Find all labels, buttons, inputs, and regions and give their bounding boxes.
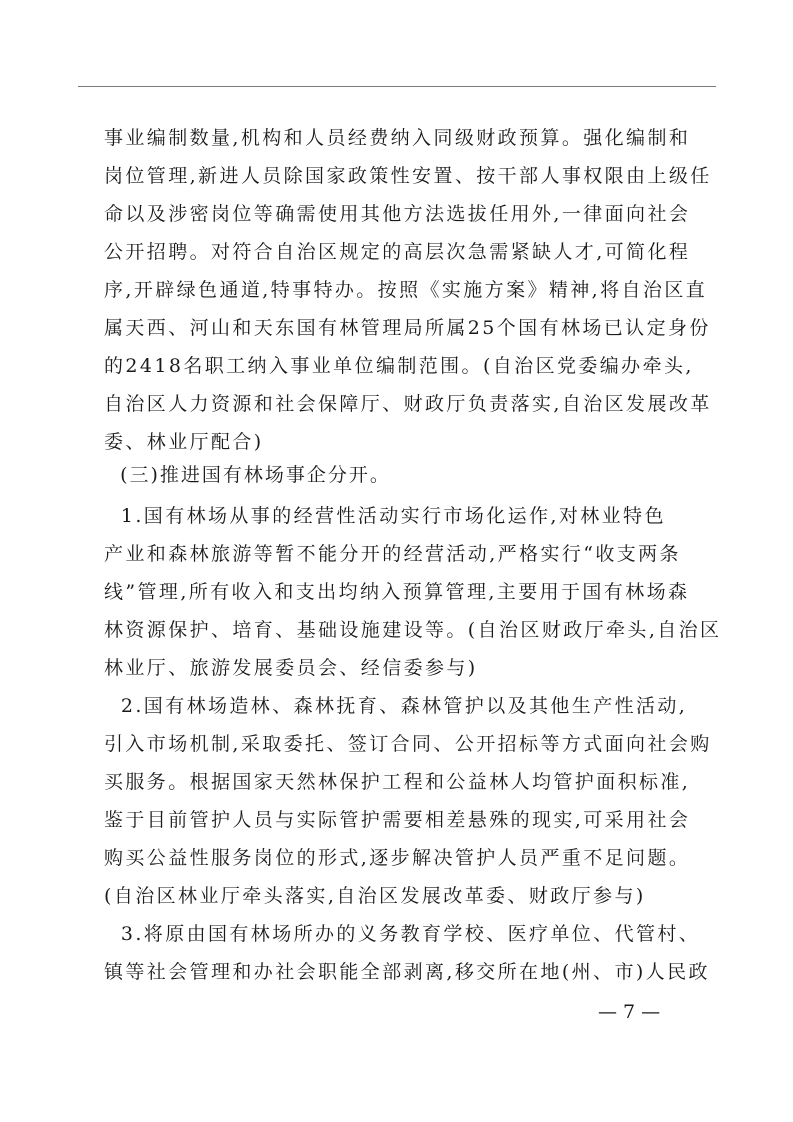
text-line: 购买公益性服务岗位的形式,逐步解决管护人员严重不足问题。 [104,847,691,869]
text-line: 属天西、河山和天东国有林管理局所属25个国有林场已认定身份 [104,317,711,339]
text-line: 3.将原由国有林场所办的义务教育学校、医疗单位、代管村、 [104,923,701,945]
text-line: 委、林业厅配合) [104,431,264,453]
text-line: 2.国有林场造林、森林抚育、森林管护以及其他生产性活动, [104,695,688,717]
text-line: 的2418名职工纳入事业单位编制范围。(自治区党委编办牵头, [104,355,694,377]
text-line: 岗位管理,新进人员除国家政策性安置、按干部人事权限由上级任 [104,165,712,187]
text-line: (自治区林业厅牵头落实,自治区发展改革委、财政厅参与) [104,885,646,907]
text-line: 命以及涉密岗位等确需使用其他方法选拔任用外,一律面向社会 [104,203,691,225]
text-line: 自治区人力资源和社会保障厅、财政厅负责落实,自治区发展改革 [104,393,712,415]
text-line: 买服务。根据国家天然林保护工程和公益林人均管护面积标准, [104,771,691,793]
text-line: 镇等社会管理和办社会职能全部剥离,移交所在地(州、市)人民政 [104,961,710,983]
text-line: 引入市场机制,采取委托、签订合同、公开招标等方式面向社会购 [104,733,712,755]
section-heading: (三)推进国有林场事企分开。 [104,464,391,486]
page-number: — 7 — [598,1001,661,1023]
text-line: 林业厅、旅游发展委员会、经信委参与) [104,657,478,679]
text-line: 产业和森林旅游等暂不能分开的经营活动,严格实行“收支两条 [104,543,681,565]
header-rule [78,86,716,87]
text-line: 事业编制数量,机构和人员经费纳入同级财政预算。强化编制和 [104,127,691,149]
text-line: 序,开辟绿色通道,特事特办。按照《实施方案》精神,将自治区直 [104,279,708,301]
text-line: 林资源保护、培育、基础设施建设等。(自治区财政厅牵头,自治区 [104,619,722,641]
text-line: 公开招聘。对符合自治区规定的高层次急需紧缺人才,可简化程 [104,241,691,263]
text-line: 鉴于目前管护人员与实际管护需要相差悬殊的现实,可采用社会 [104,809,691,831]
text-line: 1.国有林场从事的经营性活动实行市场化运作,对林业特色 [104,505,666,527]
text-line: 线”管理,所有收入和支出均纳入预算管理,主要用于国有林场森 [104,581,690,603]
